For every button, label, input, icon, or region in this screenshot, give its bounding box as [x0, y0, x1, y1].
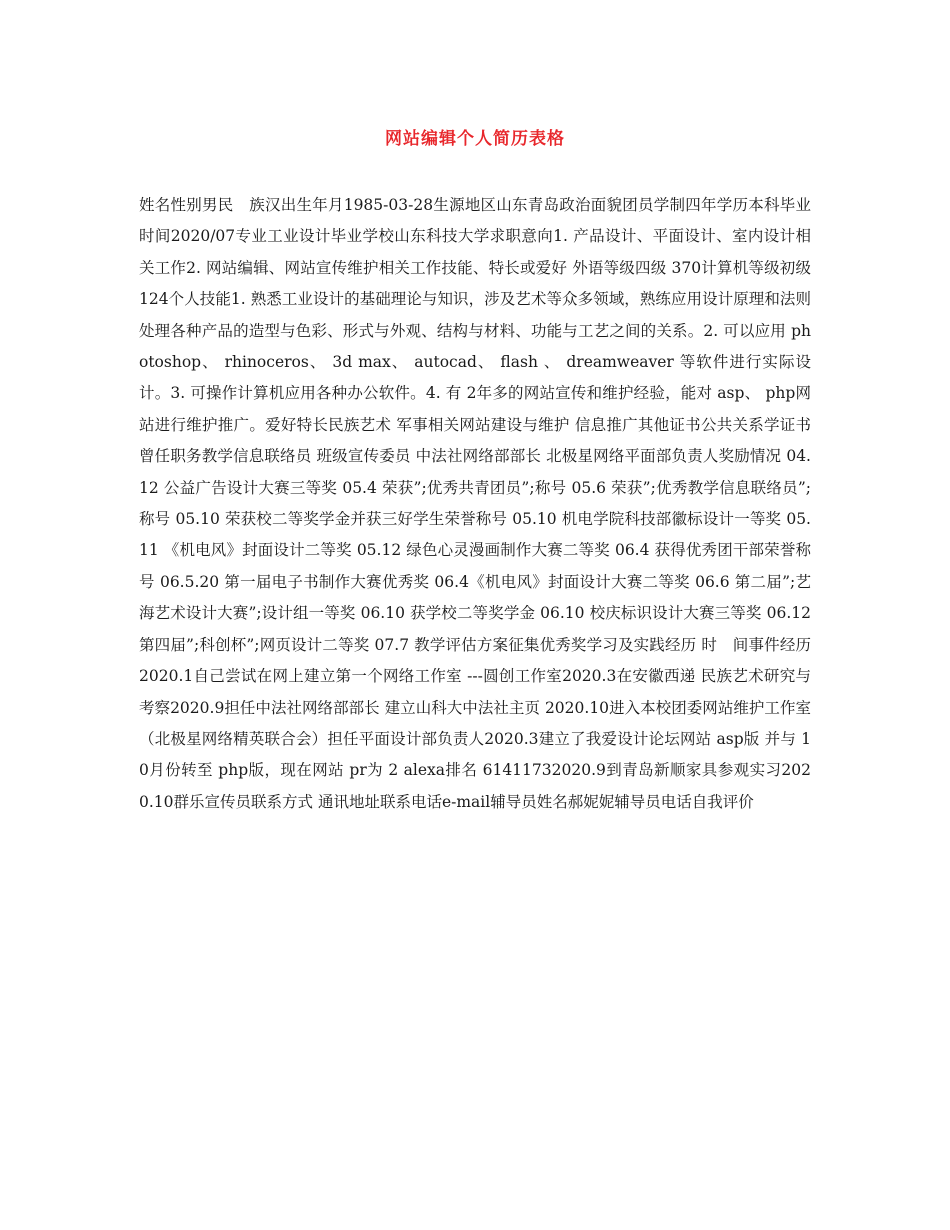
resume-body-text: 姓名性别男民 族汉出生年月1985-03-28生源地区山东青岛政治面貌团员学制四年学历本科毕业时间2020/07专业工业设计毕业学校山东科技大学求职意向1. 产品设计、平面设计、室内设计相关工作2. 网站编辑、网站宣传维护相关工作技能、特长或爱好 外语等级四级 370计算机等级初级 124个人技能1. 熟悉工业设计的基础理论与知识，涉及艺术等众多领域，熟练应用设计原理和法则处理各种产品的造型与色彩、形式与外观、结构与材料、功能与工艺之间的关系。2. 可以应用 photoshop、 rhinoceros、 3d max、 autocad、 flash 、 dreamweaver 等软件进行实际设计。3. 可操作计算机应用各种办公软件。4. 有 2年多的网站宣传和维护经验，能对 asp、 php网站进行维护推广。爱好特长民族艺术 军事相关网站建设与维护 信息推广其他证书公共关系学证书曾任职务教学信息联络员 班级宣传委员 中法社网络部部长 北极星网络平面部负责人奖励情况 04.12 公益广告设计大赛三等奖 05.4 荣获”;优秀共青团员”;称号 05.6 荣获”;优秀教学信息联络员”;称号 05.10 荣获校二等奖学金并获三好学生荣誉称号 05.10 机电学院科技部徽标设计一等奖 05.11 《机电风》封面设计二等奖 05.12 绿色心灵漫画制作大赛二等奖 06.4 获得优秀团干部荣誉称号 06.5.20 第一届电子书制作大赛优秀奖 06.4《机电风》封面设计大赛二等奖 06.6 第二届”;艺海艺术设计大赛”;设计组一等奖 06.10 获学校二等奖学金 06.10 校庆标识设计大赛三等奖 06.12 第四届”;科创杯”;网页设计二等奖 07.7 教学评估方案征集优秀奖学习及实践经历 时 间事件经历2020.1自己尝试在网上建立第一个网络工作室 ---圆创工作室2020.3在安徽西递 民族艺术研究与考察2020.9担任中法社网络部部长 建立山科大中法社主页 2020.10进入本校团委网站维护工作室（北极星网络精英联合会）担任平面设计部负责人2020.3建立了我爱设计论坛网站 asp版 并与 10月份转至 php版，现在网站 pr为 2 alexa排名 61411732020.9到青岛新顺家具参观实习2020.10群乐宣传员联系方式 通讯地址联系电话e-mail辅导员姓名郝妮妮辅导员电话自我评价 — [139, 196, 811, 811]
document-title: 网站编辑个人简历表格 — [385, 129, 565, 149]
